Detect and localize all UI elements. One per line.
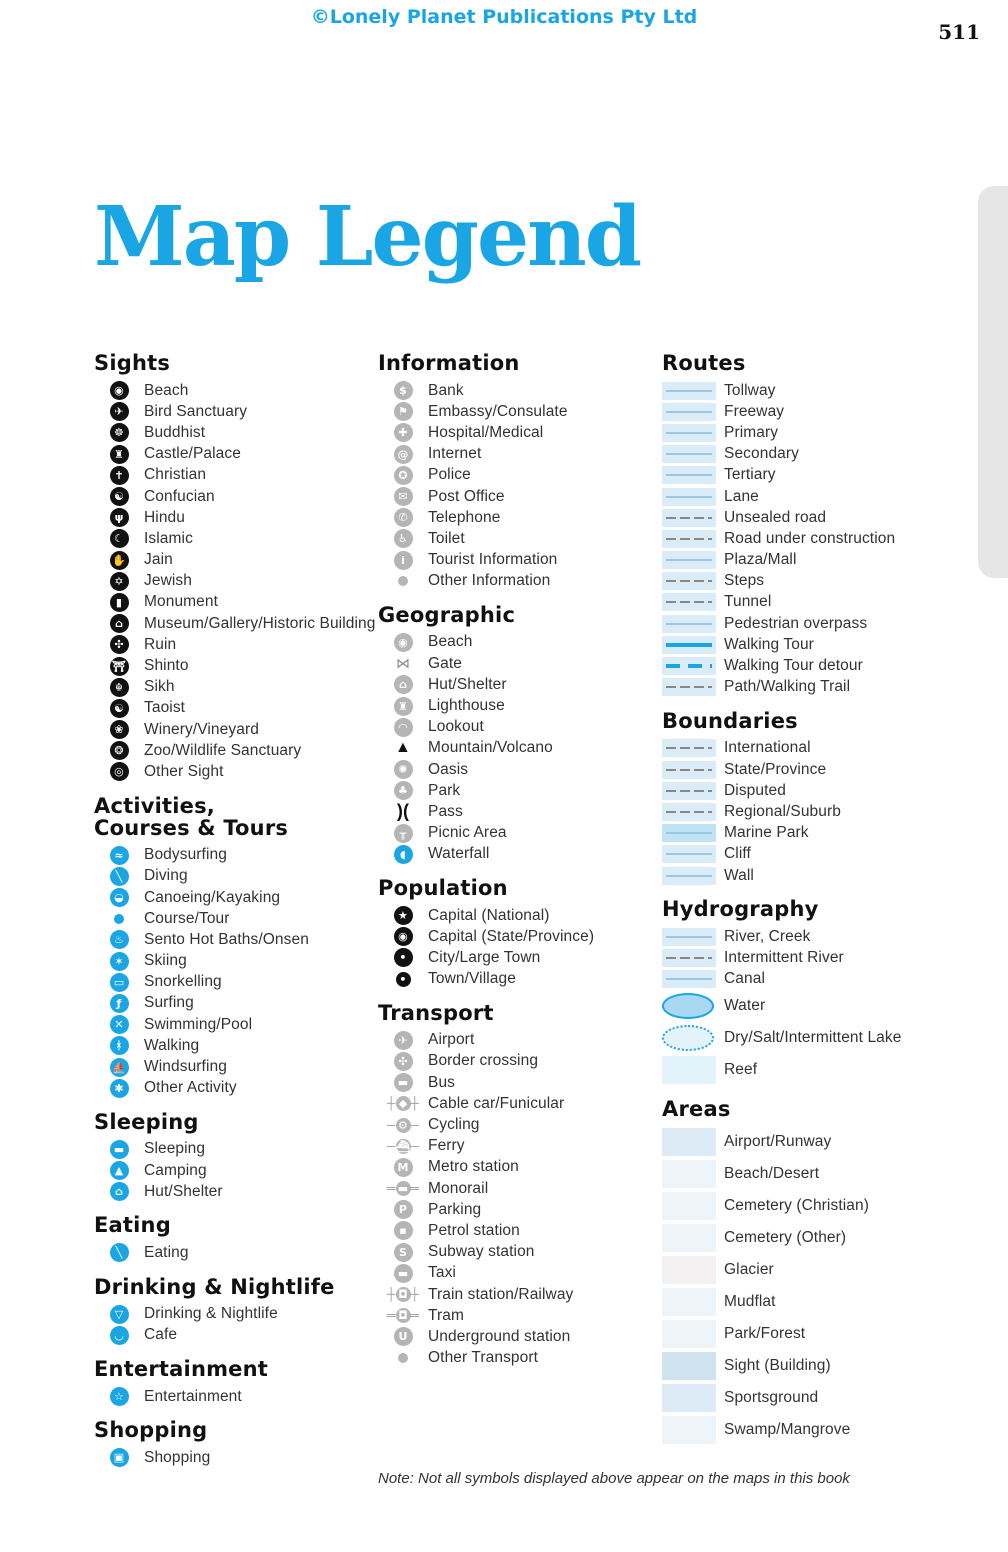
other-info-icon [398, 576, 408, 586]
legend-item: ◉ Beach [94, 380, 364, 401]
confucian-icon: ☯ [110, 487, 129, 506]
legend-item: ✆ Telephone [378, 507, 648, 528]
sportsground-swatch [662, 1384, 716, 1412]
legend-item: ⌂ Hut/Shelter [378, 674, 648, 695]
skiing-icon: ✶ [110, 952, 129, 971]
bird-icon: ✈ [110, 402, 129, 421]
walking-tour-swatch [662, 636, 716, 654]
post-office-icon: ✉ [394, 487, 413, 506]
legend-item: P Parking [378, 1199, 648, 1220]
legend-item: Cemetery (Christian) [662, 1190, 962, 1222]
legend-item: ✚ Hospital/Medical [378, 422, 648, 443]
legend-item: ✝ Christian [94, 465, 364, 486]
tunnel-swatch [662, 593, 716, 611]
section-title: Information [378, 351, 520, 375]
capital-state-icon: ◉ [394, 927, 413, 946]
monument-icon: ▮ [110, 593, 129, 612]
legend-item: Course/Tour [94, 908, 364, 929]
legend-item: ψ Hindu [94, 507, 364, 528]
info-icon: i [394, 551, 413, 570]
legend-item: ⛩ Shinto [94, 655, 364, 676]
waterfall-icon: ◖ [394, 845, 413, 864]
legend-item: $ Bank [378, 380, 648, 401]
legend-item: ☬ Sikh [94, 677, 364, 698]
legend-item: ❀ Winery/Vineyard [94, 719, 364, 740]
shopping-icon: ▣ [110, 1448, 129, 1467]
beach-icon: ◉ [110, 381, 129, 400]
section-geographic [378, 604, 648, 865]
legend-item: ▽ Drinking & Nightlife [94, 1304, 364, 1325]
section-title: Boundaries [662, 708, 798, 733]
bank-icon: $ [394, 381, 413, 400]
cycling-icon: ─ ⚙ ─ [386, 1117, 420, 1132]
bus-icon: ▬ [394, 1073, 413, 1092]
section-areas [662, 1098, 962, 1446]
legend-list [94, 1447, 364, 1468]
legend-item: ◉ Capital (State/Province) [378, 926, 648, 947]
canal-swatch [662, 970, 716, 988]
legend-item: ◎ Other Sight [94, 761, 364, 782]
walking-detour-swatch [662, 657, 716, 675]
tram-icon: ═ ◘ ═ [386, 1308, 420, 1323]
section-title: Transport [378, 1000, 494, 1025]
legend-item: ✈ Bird Sanctuary [94, 401, 364, 422]
page-number: 511 [938, 20, 980, 44]
legend-item: ✱ Other Activity [94, 1078, 364, 1099]
legend-item: ▪ Petrol station [378, 1220, 648, 1241]
walking-icon: ᚼ [110, 1036, 129, 1055]
sight-building-swatch [662, 1352, 716, 1380]
lane-swatch [662, 488, 716, 506]
glacier-swatch [662, 1256, 716, 1284]
other-sight-icon: ◎ [110, 762, 129, 781]
legend-item: ⌂ Museum/Gallery/Historic Building [94, 613, 364, 634]
legend-item: i Tourist Information [378, 550, 648, 571]
legend-item: ⌂ Hut/Shelter [94, 1181, 364, 1202]
castle-icon: ♜ [110, 445, 129, 464]
legend-item: Cemetery (Other) [662, 1222, 962, 1254]
legend-item: Park/Forest [662, 1318, 962, 1350]
legend-list [378, 1030, 648, 1369]
legend-item: ╥ Picnic Area [378, 823, 648, 844]
picnic-icon: ╥ [394, 824, 413, 843]
section-title: Shopping [94, 1418, 208, 1443]
swimming-icon: ✕ [110, 1015, 129, 1034]
jain-icon: ✋ [110, 551, 129, 570]
cliff-swatch [662, 845, 716, 863]
winery-icon: ❀ [110, 720, 129, 739]
section-entertainment [94, 1358, 364, 1407]
metro-icon: M [394, 1158, 413, 1177]
legend-item: ╲ Diving [94, 866, 364, 887]
column-right [662, 352, 962, 1446]
footnote: Note: Not all symbols displayed above appear on the maps in this book [378, 1470, 850, 1487]
lake-swatch [662, 1025, 714, 1051]
legend-item: Tertiary [662, 465, 962, 486]
legend-list [662, 380, 962, 698]
legend-item: Canal [662, 969, 962, 990]
lighthouse-icon: ♜ [394, 697, 413, 716]
legend-item: ≈ Bodysurfing [94, 845, 364, 866]
city-icon: • [394, 948, 413, 967]
section-sleeping [94, 1111, 364, 1203]
legend-item: Water [662, 990, 962, 1022]
section-title: Activities, Courses & Tours [94, 793, 289, 840]
side-tab [978, 186, 1008, 578]
path-swatch [662, 678, 716, 696]
legend-item: ✣ Ruin [94, 634, 364, 655]
freeway-swatch [662, 403, 716, 421]
legend-item: Unsealed road [662, 507, 962, 528]
cemetery-christian-swatch [662, 1192, 716, 1220]
town-icon: • [396, 972, 411, 987]
legend-item: Dry/Salt/Intermittent Lake [662, 1022, 962, 1054]
legend-item: ▣ Shopping [94, 1447, 364, 1468]
tollway-swatch [662, 382, 716, 400]
legend-item: ✉ Post Office [378, 486, 648, 507]
river-swatch [662, 928, 716, 946]
reef-swatch [662, 1056, 716, 1084]
airport-swatch [662, 1128, 716, 1156]
legend-item: • Town/Village [378, 969, 648, 990]
legend-item: ♣ Park [378, 780, 648, 801]
surfing-icon: ƒ [110, 994, 129, 1013]
petrol-icon: ▪ [394, 1221, 413, 1240]
course-icon [114, 914, 124, 924]
legend-item: Reef [662, 1054, 962, 1086]
onsen-icon: ♨ [110, 930, 129, 949]
legend-item: ♿ Toilet [378, 528, 648, 549]
legend-item: ◡ Cafe [94, 1325, 364, 1346]
gate-icon: ⋈ [395, 655, 411, 672]
islamic-icon: ☾ [110, 529, 129, 548]
plaza-swatch [662, 551, 716, 569]
legend-item: Walking Tour [662, 634, 962, 655]
regional-swatch [662, 803, 716, 821]
cup-icon: ◡ [110, 1326, 129, 1345]
sikh-icon: ☬ [110, 678, 129, 697]
section-title: Sleeping [94, 1109, 199, 1134]
legend-item: ☾ Islamic [94, 528, 364, 549]
legend-item: ᚼ Walking [94, 1035, 364, 1056]
legend-list [378, 632, 648, 865]
lookout-icon: ◠ [394, 718, 413, 737]
unsealed-road-swatch [662, 509, 716, 527]
state-swatch [662, 761, 716, 779]
legend-item: ♜ Castle/Palace [94, 444, 364, 465]
legend-item: ▬ Sleeping [94, 1139, 364, 1160]
legend-item: Tollway [662, 380, 962, 401]
legend-item: ▭ Snorkelling [94, 972, 364, 993]
cable-car-icon: ┼ ◆ ┼ [386, 1096, 420, 1111]
legend-item: ◖ Waterfall [378, 844, 648, 865]
flag-icon: ⚑ [394, 402, 413, 421]
legend-item: Lane [662, 486, 962, 507]
section-title: Areas [662, 1096, 731, 1121]
legend-item: Walking Tour detour [662, 655, 962, 676]
bodysurfing-icon: ≈ [110, 846, 129, 865]
legend-item: @ Internet [378, 444, 648, 465]
mudflat-swatch [662, 1288, 716, 1316]
legend-item: ★ Capital (National) [378, 905, 648, 926]
legend-item: Wall [662, 865, 962, 886]
legend-item: Intermittent River [662, 947, 962, 968]
swamp-swatch [662, 1416, 716, 1444]
capital-national-icon: ★ [394, 906, 413, 925]
legend-item: Freeway [662, 401, 962, 422]
section-title: Eating [94, 1213, 171, 1238]
primary-swatch [662, 424, 716, 442]
section-sights [94, 351, 376, 783]
legend-item: ❂ Zoo/Wildlife Sanctuary [94, 740, 364, 761]
eating-icon: ╲ [110, 1243, 129, 1262]
legend-item: M Metro station [378, 1157, 648, 1178]
section-eating [94, 1214, 364, 1263]
beach-desert-swatch [662, 1160, 716, 1188]
airport-icon: ✈ [394, 1031, 413, 1050]
legend-item: )( Pass [396, 801, 463, 822]
legend-item: ╲ Eating [94, 1242, 364, 1263]
secondary-swatch [662, 445, 716, 463]
snorkelling-icon: ▭ [110, 973, 129, 992]
legend-item: Disputed [662, 780, 962, 801]
page-title: Map Legend [94, 189, 641, 285]
column-middle [378, 352, 648, 1369]
copyright-notice: ©Lonely Planet Publications Pty Ltd [310, 6, 698, 28]
telephone-icon: ✆ [394, 508, 413, 527]
legend-item: Mudflat [662, 1286, 962, 1318]
christian-icon: ✝ [110, 466, 129, 485]
legend-item: International [662, 738, 962, 759]
shinto-icon: ⛩ [110, 657, 129, 676]
legend-item: Sportsground [662, 1382, 962, 1414]
section-boundaries [662, 710, 962, 886]
legend-list [94, 1139, 364, 1203]
bed-icon: ▬ [110, 1140, 129, 1159]
legend-item: Swamp/Mangrove [662, 1414, 962, 1446]
disputed-swatch [662, 782, 716, 800]
legend-item: ▲ Mountain/Volcano [395, 739, 553, 757]
beach-icon: ◉ [394, 633, 413, 652]
jewish-icon: ✡ [110, 572, 129, 591]
hospital-icon: ✚ [394, 423, 413, 442]
legend-item: U Underground station [378, 1326, 648, 1347]
legend-item: Road under construction [662, 528, 962, 549]
park-icon: ♣ [394, 781, 413, 800]
legend-item: Cliff [662, 844, 962, 865]
border-crossing-icon: ✣ [394, 1052, 413, 1071]
legend-list [662, 1126, 962, 1446]
internet-icon: @ [394, 445, 413, 464]
legend-item: ☯ Confucian [94, 486, 364, 507]
legend-item: River, Creek [662, 926, 962, 947]
section-title: Population [378, 875, 508, 900]
overpass-swatch [662, 615, 716, 633]
international-swatch [662, 739, 716, 757]
legend-item: Pedestrian overpass [662, 613, 962, 634]
legend-item: ✪ Police [378, 465, 648, 486]
section-title: Sights [94, 351, 171, 375]
intermittent-river-swatch [662, 949, 716, 967]
legend-item: ☯ Taoist [94, 698, 364, 719]
legend-item: ✶ Skiing [94, 951, 364, 972]
legend-item: ✣ Border crossing [378, 1051, 648, 1072]
legend-item: ƒ Surfing [94, 993, 364, 1014]
legend-item: Tunnel [662, 592, 962, 613]
section-transport [378, 1002, 648, 1369]
legend-item: ⛵ Windsurfing [94, 1056, 364, 1077]
legend-item: Beach/Desert [662, 1158, 962, 1190]
underground-icon: U [394, 1327, 413, 1346]
ferry-icon: ─⛴─ [386, 1138, 420, 1153]
zoo-icon: ❂ [110, 741, 129, 760]
star-icon: ☆ [110, 1387, 129, 1406]
legend-item: S Subway station [378, 1242, 648, 1263]
subway-icon: S [394, 1243, 413, 1262]
train-icon: ┼ ◘ ┼ [386, 1287, 420, 1302]
ruin-icon: ✣ [110, 635, 129, 654]
taoist-icon: ☯ [110, 699, 129, 718]
legend-item: Secondary [662, 444, 962, 465]
legend-item: ♨ Sento Hot Baths/Onsen [94, 929, 364, 950]
cemetery-other-swatch [662, 1224, 716, 1252]
section-hydrography [662, 898, 962, 1086]
section-title: Routes [662, 351, 746, 375]
legend-item: ✕ Swimming/Pool [94, 1014, 364, 1035]
legend-list [378, 905, 648, 990]
hut-icon: ⌂ [110, 1182, 129, 1201]
legend-item: ⋈ Gate [395, 654, 463, 672]
steps-swatch [662, 572, 716, 590]
legend-list [94, 845, 364, 1099]
diving-icon: ╲ [110, 867, 129, 886]
legend-list [662, 926, 962, 1086]
legend-item: Steps [662, 571, 962, 592]
legend-item: ▬ Taxi [378, 1263, 648, 1284]
legend-item: ▲ Camping [94, 1160, 364, 1181]
legend-item: Path/Walking Trail [662, 677, 962, 698]
legend-list [662, 738, 962, 886]
museum-icon: ⌂ [110, 614, 129, 633]
section-title: Entertainment [94, 1356, 269, 1381]
legend-item: ┼ ◘ ┼ Train station/Railway [386, 1285, 574, 1303]
legend-item: ◠ Lookout [378, 717, 648, 738]
other-activity-icon: ✱ [110, 1079, 129, 1098]
legend-item: Glacier [662, 1254, 962, 1286]
windsurfing-icon: ⛵ [110, 1058, 129, 1077]
legend-item: ═ ◘ ═ Tram [386, 1306, 464, 1324]
legend-item: ─⛴─ Ferry [386, 1137, 465, 1155]
canoeing-icon: ◒ [110, 888, 129, 907]
legend-item: ♜ Lighthouse [378, 695, 648, 716]
legend-item: Other Information [378, 571, 648, 592]
construction-swatch [662, 530, 716, 548]
other-transport-icon [398, 1353, 408, 1363]
section-drinking [94, 1276, 364, 1346]
legend-list [94, 1386, 364, 1407]
section-shopping [94, 1419, 364, 1468]
section-population [378, 877, 648, 990]
legend-item: ═ ▬ ═ Monorail [386, 1179, 489, 1197]
legend-item: ◉ Beach [378, 632, 648, 653]
pass-icon: )( [396, 801, 410, 822]
legend-item: ◒ Canoeing/Kayaking [94, 887, 364, 908]
tent-icon: ▲ [110, 1161, 129, 1180]
section-title: Geographic [378, 602, 516, 627]
section-title: Hydrography [662, 897, 819, 922]
legend-list [94, 1242, 364, 1263]
legend-list [378, 380, 648, 592]
police-icon: ✪ [394, 466, 413, 485]
legend-item: Marine Park [662, 823, 962, 844]
monorail-icon: ═ ▬ ═ [386, 1181, 420, 1196]
legend-item: ▬ Bus [378, 1072, 648, 1093]
marine-park-swatch [662, 824, 716, 842]
legend-item: ☸ Buddhist [94, 422, 364, 443]
glass-icon: ▽ [110, 1305, 129, 1324]
parking-icon: P [394, 1200, 413, 1219]
legend-item: ☆ Entertainment [94, 1386, 364, 1407]
legend-item: Sight (Building) [662, 1350, 962, 1382]
legend-item: State/Province [662, 759, 962, 780]
park-forest-swatch [662, 1320, 716, 1348]
column-left [94, 351, 376, 1468]
legend-item: ✡ Jewish [94, 571, 364, 592]
section-information [378, 352, 648, 592]
legend-item: • City/Large Town [378, 947, 648, 968]
legend-item: ✺ Oasis [378, 759, 648, 780]
oasis-icon: ✺ [394, 760, 413, 779]
legend-item: ┼ ◆ ┼ Cable car/Funicular [386, 1094, 565, 1112]
section-title: Drinking & Nightlife [94, 1274, 335, 1299]
legend-item: Primary [662, 422, 962, 443]
hindu-icon: ψ [110, 508, 129, 527]
legend-item: Regional/Suburb [662, 801, 962, 822]
buddhist-icon: ☸ [110, 423, 129, 442]
mountain-icon: ▲ [395, 739, 411, 757]
legend-item: ✋ Jain [94, 550, 364, 571]
legend-item: ✈ Airport [378, 1030, 648, 1051]
taxi-icon: ▬ [394, 1264, 413, 1283]
legend-item: Plaza/Mall [662, 550, 962, 571]
water-swatch [662, 993, 714, 1019]
legend-list [94, 380, 376, 783]
legend-item: Other Transport [378, 1348, 648, 1369]
legend-item: ⚑ Embassy/Consulate [378, 401, 648, 422]
legend-item: Airport/Runway [662, 1126, 962, 1158]
legend-item: ─ ⚙ ─ Cycling [386, 1116, 480, 1134]
section-routes [662, 352, 962, 698]
legend-item: ▮ Monument [94, 592, 364, 613]
wall-swatch [662, 867, 716, 885]
legend-list [94, 1304, 364, 1346]
toilet-icon: ♿ [394, 529, 413, 548]
section-activities [94, 795, 364, 1099]
tertiary-swatch [662, 466, 716, 484]
hut-icon: ⌂ [394, 675, 413, 694]
